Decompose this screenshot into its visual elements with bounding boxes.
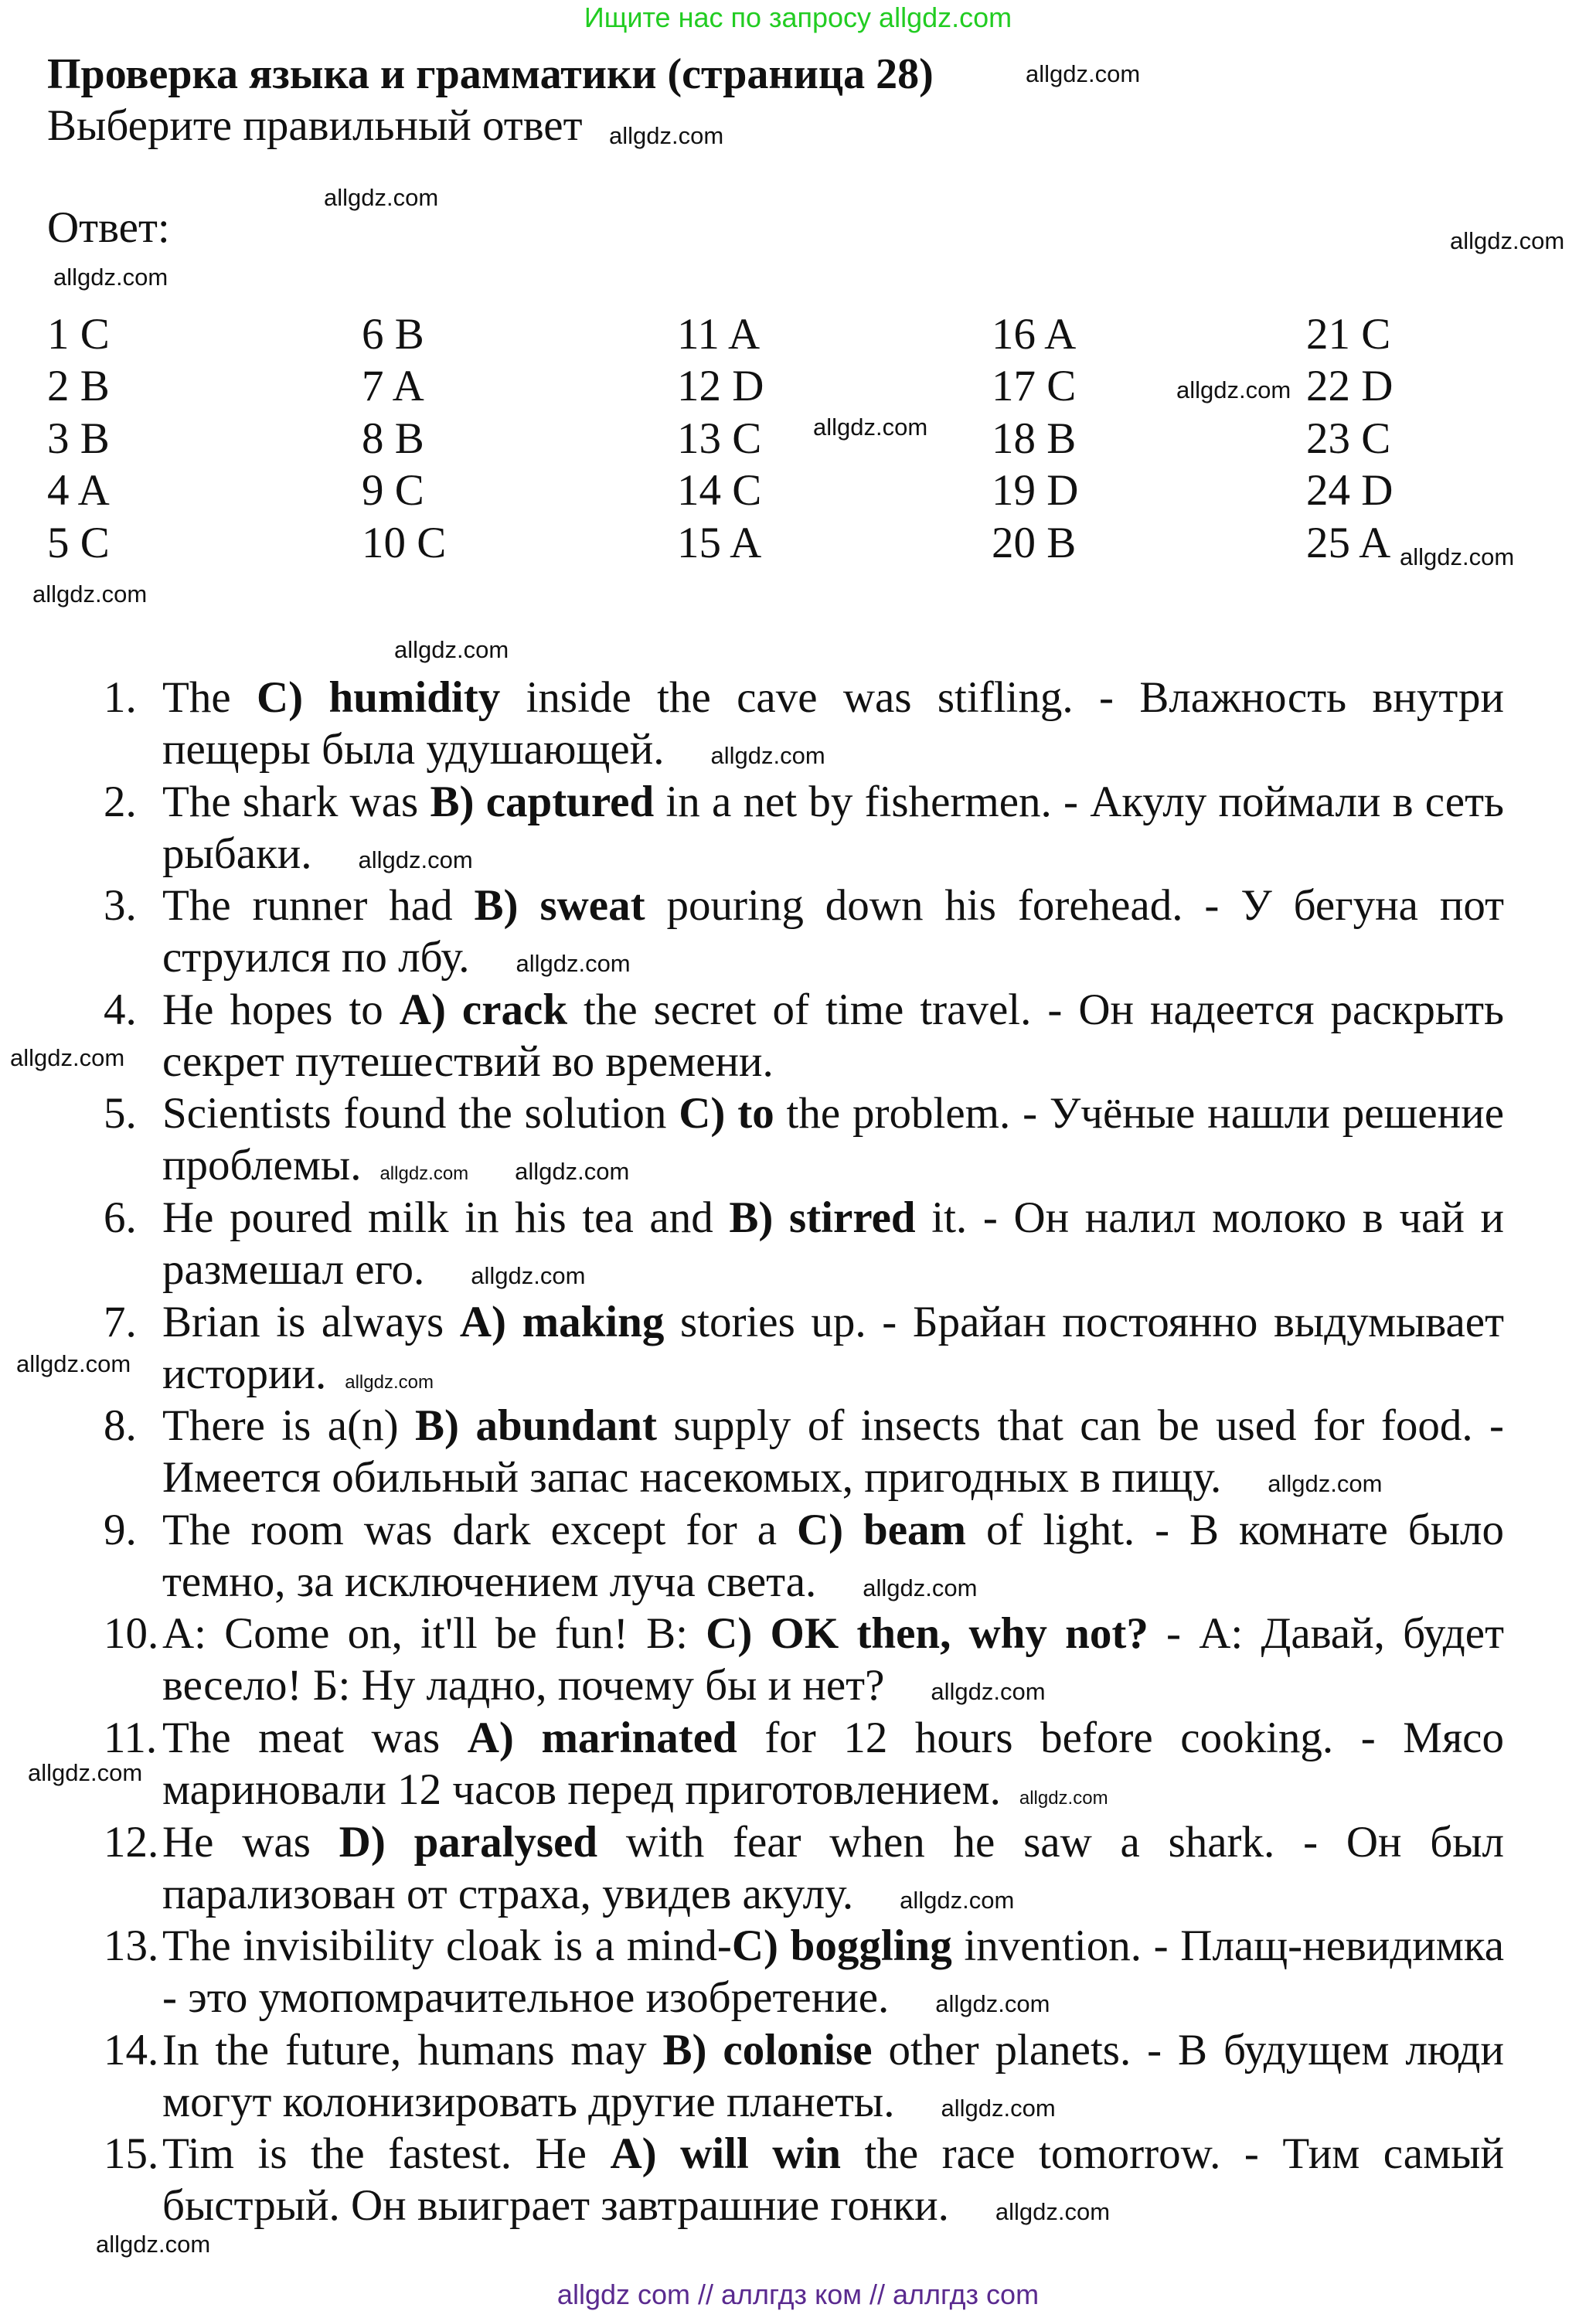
translation: - В будущем люди могут колонизировать другие планеты. [162, 2025, 1505, 2126]
page-title: Проверка языка и грамматики (страница 28) [47, 50, 934, 98]
list-item [104, 2024, 1504, 2128]
top-banner: Ищите нас по запросу allgdz.com [584, 2, 1012, 33]
sentence-start: The room was dark except for a [162, 1505, 797, 1554]
list-item [104, 776, 1504, 880]
sentence-start: Tim is the fastest. He [162, 2129, 611, 2179]
item-number: 2. [104, 777, 137, 826]
answer-cell: 11 A [677, 310, 761, 359]
watermark: allgdz.com [28, 1759, 143, 1786]
translation: - Он был парализован от страха, увидев акулу. [162, 1817, 1504, 1918]
sentence-end: for 12 hours before cooking. [737, 1714, 1334, 1762]
list-item [104, 672, 1504, 775]
item-text [162, 1712, 1504, 1816]
watermark: allgdz.com [1019, 1788, 1108, 1809]
sentence-end: other planets. [872, 2025, 1131, 2074]
answer-cell: 5 C [47, 519, 110, 567]
watermark: allgdz.com [516, 950, 631, 978]
item-text [162, 880, 1504, 983]
sentence-start: The shark was [162, 777, 430, 826]
watermark: allgdz.com [941, 2094, 1056, 2122]
item-text [162, 1608, 1504, 1711]
correct-answer: C) to [679, 1089, 774, 1138]
watermark: allgdz.com [324, 184, 439, 211]
correct-answer: B) stirred [729, 1193, 916, 1242]
correct-answer: A) will win [610, 2129, 841, 2179]
answer-cell: 24 D [1306, 466, 1394, 515]
watermark: allgdz.com [515, 1158, 630, 1186]
correct-answer: A) making [459, 1297, 665, 1346]
item-text [162, 2128, 1504, 2231]
sentence-start: There is a(n) [162, 1401, 415, 1451]
sentence-end: inside the cave was stifling. [500, 673, 1074, 722]
translation: - Влажность внутри пещеры была удушающей. [162, 673, 1505, 774]
answer-cell: 19 D [992, 466, 1079, 515]
watermark: allgdz.com [53, 264, 168, 291]
item-number: 14. [104, 2025, 159, 2074]
sentence-start: He hopes to [162, 985, 400, 1034]
answer-cell: 3 B [47, 414, 110, 463]
watermark: allgdz.com [96, 2231, 211, 2258]
correct-answer: A) crack [399, 985, 568, 1034]
answer-cell: 8 B [362, 414, 424, 463]
correct-answer: B) sweat [474, 881, 645, 931]
item-number: 1. [104, 673, 137, 722]
list-item [104, 1504, 1504, 1608]
answer-cell: 13 C [677, 414, 762, 463]
watermark: allgdz.com [863, 1574, 978, 1601]
answer-cell: 25 A [1306, 519, 1391, 567]
sentence-end: of light. [966, 1505, 1135, 1554]
watermark: allgdz.com [609, 122, 724, 149]
sentence-end: invention. [951, 1921, 1142, 1971]
watermark: allgdz.com [813, 414, 928, 441]
item-number: 6. [104, 1193, 137, 1242]
list-item [104, 984, 1504, 1087]
list-item [104, 1712, 1504, 1816]
item-text [162, 2024, 1504, 2128]
correct-answer: A) marinated [467, 1714, 737, 1762]
item-text [162, 1087, 1504, 1191]
item-text [162, 1816, 1504, 1920]
watermark: allgdz.com [10, 1044, 125, 1071]
watermark: allgdz.com [710, 742, 825, 769]
answer-cell: 20 B [992, 519, 1077, 567]
sentence-end: with fear when he saw a shark. [597, 1817, 1275, 1867]
correct-answer: B) colonise [662, 2025, 873, 2074]
sentence-end: it. [915, 1193, 968, 1242]
sentence-start: The invisibility cloak is a mind- [162, 1921, 732, 1971]
item-number: 12. [104, 1817, 159, 1867]
watermark: allgdz.com [16, 1350, 131, 1377]
translation: - А: Давай, будет весело! Б: Ну ладно, почему бы и нет? [162, 1609, 1505, 1710]
list-item [104, 1192, 1504, 1295]
sentence-end: supply of insects that can be used for food. [656, 1401, 1473, 1451]
list-item [104, 1608, 1504, 1711]
item-number: 9. [104, 1505, 137, 1554]
item-number: 15. [104, 2129, 159, 2179]
item-number: 11. [104, 1714, 158, 1762]
answer-cell: 23 C [1306, 414, 1391, 463]
sentence-start: The [162, 673, 257, 722]
list-item [104, 2128, 1504, 2231]
translation: - Он налил молоко в чай и размешал его. [162, 1193, 1504, 1294]
translation: - Плащ-невидимка - это умопомрачительное изобретение. [162, 1921, 1505, 2023]
watermark: allgdz.com [1176, 376, 1291, 403]
translation: - Учёные нашли решение проблемы. [162, 1089, 1504, 1190]
sentence-end: the race tomorrow. [841, 2129, 1221, 2179]
watermark: allgdz.com [931, 1678, 1046, 1706]
item-text [162, 1192, 1504, 1295]
answer-cell: 16 A [992, 310, 1077, 359]
correct-answer: C) boggling [731, 1921, 952, 1971]
sentence-start: The meat was [162, 1714, 468, 1762]
item-number: 5. [104, 1089, 137, 1138]
task-subtitle: Выберите правильный ответ [47, 101, 583, 150]
translation: - Мясо мариновали 12 часов перед приготовлением. [162, 1714, 1504, 1814]
sentence-end: in a net by fishermen. [654, 777, 1052, 826]
watermark: allgdz.com [379, 1163, 469, 1185]
watermark: allgdz.com [345, 1371, 434, 1393]
answer-cell: 15 A [677, 519, 762, 567]
answer-cell: 7 A [362, 362, 424, 410]
answer-cell: 10 C [362, 519, 447, 567]
item-number: 3. [104, 881, 137, 931]
sentence-end: pouring down his forehead. [645, 881, 1183, 931]
translation: - Имеется обильный запас насекомых, пригодных в пищу. [162, 1401, 1504, 1503]
list-item [104, 1087, 1504, 1191]
answer-cell: 4 A [47, 466, 110, 515]
list-item [104, 1296, 1504, 1400]
answer-cell: 22 D [1306, 362, 1394, 410]
answer-cell: 18 B [992, 414, 1077, 463]
correct-answer: C) OK then, why not? [706, 1609, 1149, 1659]
correct-answer: B) captured [430, 777, 655, 826]
watermark: allgdz.com [394, 636, 509, 663]
sentence-start: In the future, humans may [162, 2025, 663, 2074]
item-number: 10. [104, 1609, 159, 1659]
sentence-end: stories up. [664, 1297, 866, 1346]
answer-cell: 17 C [992, 362, 1077, 410]
translation: - Акулу поймали в сеть рыбаки. [162, 777, 1505, 878]
sentence-start: The runner had [162, 881, 475, 931]
watermark: allgdz.com [935, 1990, 1050, 2018]
list-item [104, 880, 1504, 983]
list-item [104, 1920, 1504, 2023]
answer-cell: 2 B [47, 362, 110, 410]
bottom-banner: allgdz com // аллгдз ком // аллгдз com [556, 2279, 1040, 2310]
watermark: allgdz.com [900, 1886, 1015, 1914]
answer-cell: 14 C [677, 466, 762, 515]
item-number: 13. [104, 1921, 159, 1971]
item-text [162, 1504, 1504, 1608]
answer-cell: 6 B [362, 310, 424, 359]
item-text [162, 984, 1504, 1087]
watermark: allgdz.com [1450, 227, 1565, 254]
sentence-start: Scientists found the solution [162, 1089, 679, 1138]
list-item [104, 1400, 1504, 1503]
correct-answer: B) abundant [415, 1401, 657, 1451]
sentence-start: He was [162, 1817, 339, 1867]
correct-answer: C) beam [796, 1505, 967, 1554]
sentence-start: Brian is always [162, 1297, 460, 1346]
watermark: allgdz.com [471, 1262, 586, 1289]
item-text [162, 672, 1504, 775]
item-text [162, 1400, 1504, 1503]
watermark: allgdz.com [1026, 60, 1141, 87]
list-item [104, 1816, 1504, 1920]
answer-cell: 1 C [47, 310, 110, 359]
item-number: 7. [104, 1297, 137, 1346]
sentence-start: He poured milk in his tea and [162, 1193, 730, 1242]
translation: - У бегуна пот струился по лбу. [162, 881, 1504, 982]
sentence-start: A: Come on, it'll be fun! B: [162, 1609, 706, 1659]
watermark: allgdz.com [358, 846, 473, 873]
item-text [162, 1920, 1504, 2023]
answer-cell: 9 C [362, 466, 424, 515]
translation: - Он надеется раскрыть секрет путешествий во времени. [162, 985, 1505, 1086]
answer-cell: 21 C [1306, 310, 1391, 359]
item-number: 8. [104, 1401, 137, 1451]
answer-label: Ответ: [47, 203, 170, 252]
translation: - Брайан постоянно выдумывает истории. [162, 1297, 1504, 1398]
watermark: allgdz.com [995, 2198, 1111, 2226]
translation: - Тим самый быстрый. Он выиграет завтрашние гонки. [162, 2129, 1504, 2231]
sentence-end: the problem. [774, 1089, 1011, 1138]
watermark: allgdz.com [32, 580, 148, 608]
item-text [162, 1296, 1504, 1400]
watermark: allgdz.com [1268, 1470, 1383, 1498]
watermark: allgdz.com [1400, 543, 1515, 570]
answer-cell: 12 D [677, 362, 764, 410]
correct-answer: C) humidity [256, 673, 501, 722]
sentence-end: the secret of time travel. [567, 985, 1032, 1034]
translation: - В комнате было темно, за исключением луча света. [162, 1505, 1504, 1606]
item-text [162, 776, 1504, 880]
item-number: 4. [104, 985, 137, 1034]
correct-answer: D) paralysed [339, 1817, 598, 1867]
